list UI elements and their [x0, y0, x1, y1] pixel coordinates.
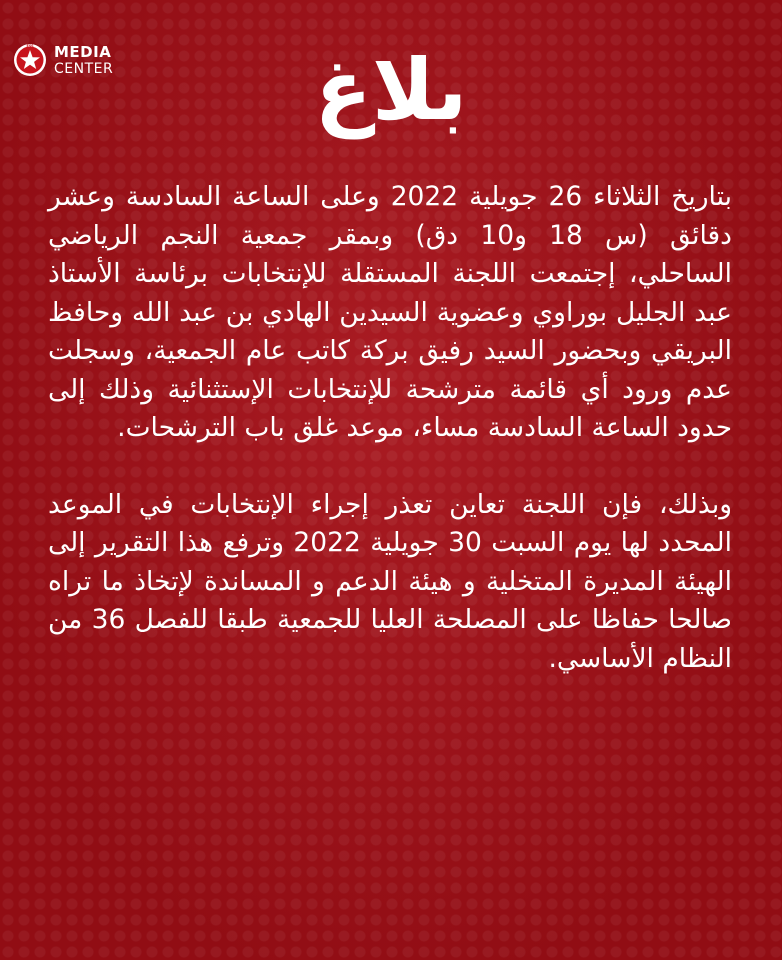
- logo-center-text: CENTER: [54, 60, 114, 77]
- logo-media-text: MEDIA: [54, 42, 112, 61]
- announcement-paragraph-2: وبذلك، فإن اللجنة تعاين تعذر إجراء الإنتخابات في الموعد المحدد لها يوم السبت 30 جويلية 2022 وترفع هذا التقرير إلى الهيئة المديرة المتخلية و هيئة الدعم و المساندة لإتخاذ ما تراه صالحا حفاظا على المصلحة العليا للجمعية طبقا للفصل 36 من النظام الأساسي.: [48, 488, 732, 674]
- announcement-title: بلاغ: [314, 41, 468, 139]
- announcement-body: [48, 178, 732, 678]
- announcement-paragraph-1: بتاريخ الثلاثاء 26 جويلية 2022 وعلى الساعة السادسة وعشر دقائق (س 18 و10 دق) وبمقر جمعية النجم الرياضي الساحلي، إجتمعت اللجنة المستقلة للإنتخابات برئاسة الأستاذ عبد الجليل بوراوي وعضوية السيدين الهادي بن عبد الله وحافظ البريقي وبحضور السيد رفيق بركة كاتب عام الجمعية، وسجلت عدم ورود أي قائمة مترشحة للإنتخابات الإستثنائية وذلك إلى حدود الساعة السادسة مساء، موعد غلق باب الترشحات.: [48, 181, 732, 443]
- logo-badge-text: ESS: [26, 44, 34, 49]
